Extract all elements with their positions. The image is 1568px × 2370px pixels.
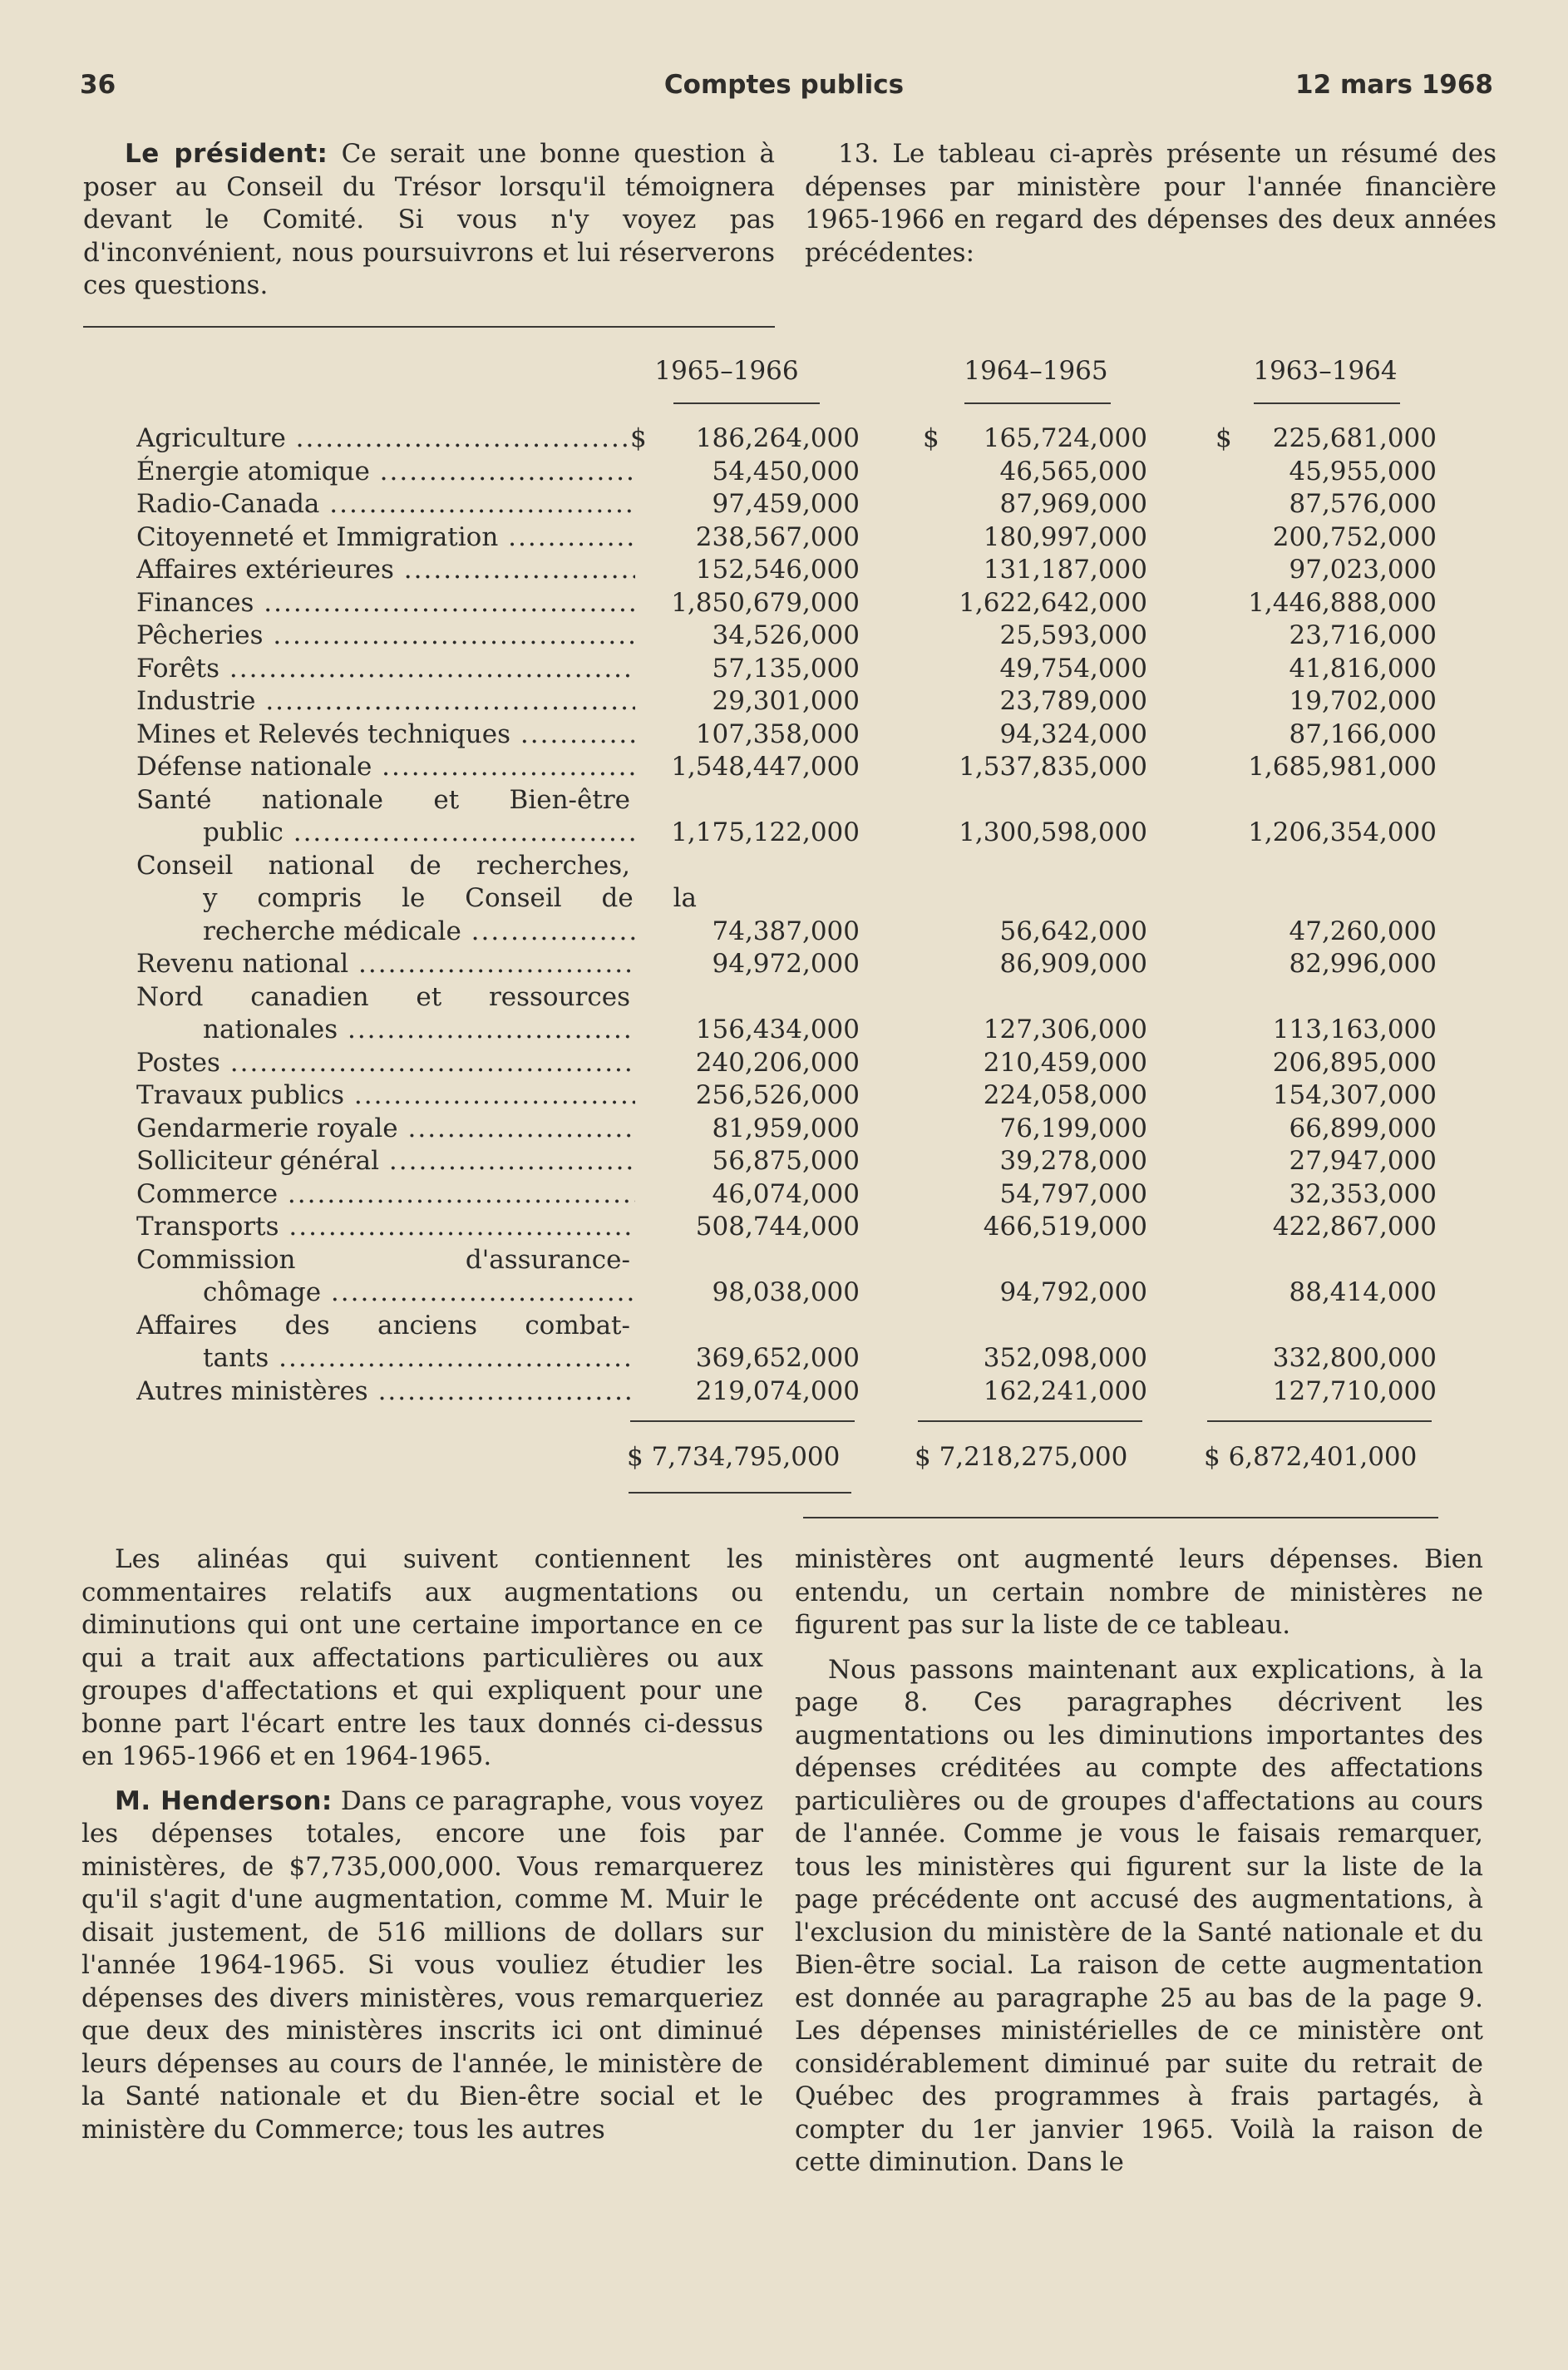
row-label: Industrie ..... — [136, 685, 635, 718]
cell-1965-1966: 81,959,000 — [712, 1113, 860, 1143]
cell-1963-1964: 225,681,000 — [1272, 423, 1437, 453]
cell-1964-1965: 180,997,000 — [983, 521, 1147, 552]
table-row — [0, 587, 1568, 620]
cell-1965-1966: 1,548,447,000 — [671, 752, 860, 782]
cell-1963-1964: 32,353,000 — [1289, 1178, 1437, 1209]
cell-1963-1964: 82,996,000 — [1289, 949, 1437, 979]
cell-1965-1966: 186,264,000 — [695, 423, 860, 453]
cell-1965-1966: 98,038,000 — [712, 1277, 860, 1307]
cell-1963-1964: 97,023,000 — [1289, 555, 1437, 585]
col-header-1965-1966: 1965–1966 — [654, 356, 799, 386]
row-label: recherche médicale ..... — [203, 916, 635, 949]
total-1963-1964: $ 6,872,401,000 — [1204, 1442, 1418, 1472]
table-row — [0, 554, 1568, 587]
table-row — [0, 718, 1568, 752]
cell-1963-1964: 1,206,354,000 — [1248, 817, 1437, 847]
cell-1963-1964: 332,800,000 — [1272, 1343, 1437, 1373]
body-right-paragraph-1: ministères ont augmenté leurs dépenses. Bien entendu, un certain nombre de ministères ne figurent pas sur la liste de ce tableau. — [795, 1544, 1483, 1640]
dollar-sign: $ — [630, 423, 647, 453]
row-label: Pêcheries ..... — [136, 620, 635, 653]
cell-1964-1965: 46,565,000 — [999, 456, 1147, 486]
table-row — [0, 882, 1568, 916]
table-row — [0, 1310, 1568, 1343]
cell-1964-1965: 162,241,000 — [983, 1375, 1147, 1406]
cell-1965-1966: 57,135,000 — [712, 653, 860, 684]
cell-1965-1966: 1,175,122,000 — [671, 817, 860, 847]
table-row — [0, 521, 1568, 555]
cell-1964-1965: 25,593,000 — [999, 620, 1147, 650]
cell-1963-1964: 23,716,000 — [1289, 620, 1437, 650]
cell-1965-1966: 29,301,000 — [712, 686, 860, 716]
row-label: Finances ..... — [136, 587, 635, 620]
cell-1963-1964: 422,867,000 — [1272, 1212, 1437, 1242]
table-row — [0, 1047, 1568, 1080]
row-label: Gendarmerie royale ..... — [136, 1113, 635, 1146]
cell-1964-1965: 127,306,000 — [983, 1015, 1147, 1044]
cell-1965-1966: 74,387,000 — [712, 916, 860, 946]
total-rule — [1207, 1420, 1432, 1422]
cell-1965-1966: 94,972,000 — [712, 949, 860, 979]
table-row — [0, 784, 1568, 817]
row-label: Solliciteur général ..... — [136, 1145, 635, 1178]
cell-1965-1966: 369,652,000 — [695, 1343, 860, 1373]
total-1965-1966: $ 7,734,795,000 — [627, 1442, 841, 1472]
cell-1964-1965: 352,098,000 — [983, 1343, 1147, 1373]
intro-left-column — [83, 138, 775, 303]
table-row — [0, 817, 1568, 850]
table-row — [0, 1211, 1568, 1244]
cell-1963-1964: 41,816,000 — [1289, 653, 1437, 684]
cell-1964-1965: 76,199,000 — [999, 1113, 1147, 1143]
table-row — [0, 653, 1568, 686]
cell-1965-1966: 508,744,000 — [695, 1212, 860, 1242]
cell-1963-1964: 88,414,000 — [1289, 1277, 1437, 1307]
intro-divider — [83, 326, 775, 328]
total-1964-1965: $ 7,218,275,000 — [915, 1442, 1128, 1472]
row-label: tants ..... — [203, 1342, 635, 1375]
cell-1963-1964: 19,702,000 — [1289, 686, 1437, 716]
cell-1965-1966: 56,875,000 — [712, 1146, 860, 1176]
body-right-column — [795, 1543, 1483, 2180]
cell-1963-1964: 66,899,000 — [1289, 1113, 1437, 1143]
cell-1965-1966: 34,526,000 — [712, 620, 860, 650]
cell-1963-1964: 1,446,888,000 — [1248, 587, 1437, 618]
cell-1964-1965: 49,754,000 — [999, 653, 1147, 684]
row-label: Travaux publics ..... — [136, 1079, 635, 1113]
header-underline — [964, 402, 1111, 404]
cell-1963-1964: 127,710,000 — [1272, 1375, 1437, 1406]
page-number: 36 — [80, 70, 116, 100]
cell-1965-1966: 107,358,000 — [695, 718, 860, 749]
cell-1964-1965: 224,058,000 — [983, 1080, 1147, 1110]
page-title: Comptes publics — [663, 70, 905, 100]
table-row — [0, 1014, 1568, 1047]
cell-1965-1966: 54,450,000 — [712, 456, 860, 486]
row-label: Santé nationale et Bien-être — [136, 784, 630, 815]
table-row — [0, 850, 1568, 883]
row-label: Transports ..... — [136, 1211, 635, 1244]
cell-1965-1966: 97,459,000 — [712, 489, 860, 519]
row-label: Postes ..... — [136, 1047, 635, 1080]
row-label: Forêts ..... — [136, 653, 635, 686]
row-label: public ..... — [203, 817, 635, 850]
cell-1964-1965: 94,324,000 — [999, 718, 1147, 749]
speaker-president: Le président: — [125, 139, 328, 169]
intro-right-text: 13. Le tableau ci-après présente un résumé des dépenses par ministère pour l'année financière 1965-1966 en regard des dépenses des deux années précédentes: — [805, 139, 1497, 268]
section-divider — [803, 1517, 1438, 1518]
cell-1963-1964: 200,752,000 — [1272, 521, 1437, 552]
table-row — [0, 685, 1568, 718]
row-label: Autres ministères ..... — [136, 1375, 635, 1409]
cell-1963-1964: 113,163,000 — [1272, 1015, 1437, 1044]
cell-1964-1965: 86,909,000 — [999, 949, 1147, 979]
cell-1964-1965: 165,724,000 — [983, 423, 1147, 453]
body-left-column — [81, 1543, 763, 2146]
row-label: Conseil national de recherches, — [136, 850, 630, 881]
row-label: Commission d'assurance- — [136, 1244, 630, 1275]
table-row — [0, 981, 1568, 1015]
cell-1963-1964: 87,576,000 — [1289, 489, 1437, 519]
cell-1964-1965: 23,789,000 — [999, 686, 1147, 716]
cell-1965-1966: 219,074,000 — [695, 1375, 860, 1406]
row-label: y compris le Conseil de la — [203, 883, 697, 913]
header-underline — [673, 402, 820, 404]
row-label: Agriculture ..... — [136, 422, 635, 456]
cell-1965-1966: 240,206,000 — [695, 1047, 860, 1078]
cell-1963-1964: 27,947,000 — [1289, 1146, 1437, 1176]
cell-1964-1965: 39,278,000 — [999, 1146, 1147, 1176]
table-row — [0, 948, 1568, 981]
cell-1964-1965: 56,642,000 — [999, 916, 1147, 946]
cell-1964-1965: 1,300,598,000 — [959, 817, 1147, 847]
cell-1964-1965: 1,537,835,000 — [959, 752, 1147, 782]
row-label: Affaires extérieures ..... — [136, 554, 635, 587]
row-label: Défense nationale ..... — [136, 751, 635, 784]
cell-1964-1965: 1,622,642,000 — [959, 587, 1147, 618]
cell-1964-1965: 466,519,000 — [983, 1212, 1147, 1242]
table-row — [0, 1342, 1568, 1375]
table-row — [0, 1113, 1568, 1146]
total-rule — [630, 1420, 855, 1422]
table-row — [0, 456, 1568, 489]
speaker-henderson: M. Henderson: — [115, 1785, 333, 1816]
intro-left-text: Ce serait une bonne question à poser au Conseil du Trésor lorsqu'il témoignera devant le Comité. Si vous n'y voyez pas d'inconvénient, nous poursuivrons et lui réserverons ces questions. — [83, 139, 776, 300]
cell-1965-1966: 152,546,000 — [695, 555, 860, 585]
row-label: Revenu national ..... — [136, 948, 635, 981]
dollar-sign: $ — [1215, 423, 1232, 453]
dollar-sign: $ — [923, 423, 939, 453]
cell-1963-1964: 1,685,981,000 — [1248, 752, 1437, 782]
page-date: 12 mars 1968 — [1295, 70, 1493, 100]
table-row — [0, 1145, 1568, 1178]
cell-1965-1966: 46,074,000 — [712, 1178, 860, 1209]
cell-1963-1964: 45,955,000 — [1289, 456, 1437, 486]
body-left-paragraph-1: Les alinéas qui suivent contiennent les commentaires relatifs aux augmentations ou diminutions qui ont une certaine importance en ce qui a trait aux affectations particulières ou aux groupes d'affectations et qui expliquent pour une bonne part l'écart entre les taux donnés ci-dessus en 1965-1966 et en 1964-1965. — [81, 1544, 763, 1771]
intro-right-column — [805, 138, 1497, 269]
table-row — [0, 1276, 1568, 1310]
body-left-paragraph-2: Dans ce paragraphe, vous voyez les dépenses totales, encore une fois par ministères, de $7,735,000,000. Vous remarquerez qu'il s'agit d'une augmentation, comme M. Muir le disait justement, de 516 millions de dollars sur l'année 1964-1965. Si vous vouliez étudier les dépenses des divers ministères, vous remarqueriez que deux des ministères inscrits ici ont diminué leurs dépenses au cours de l'année, le ministère de la Santé nationale et du Bien-être social et le ministère du Commerce; tous les autres — [81, 1785, 763, 2145]
cell-1963-1964: 47,260,000 — [1289, 916, 1437, 946]
row-label: Affaires des anciens combat- — [136, 1310, 630, 1341]
cell-1964-1965: 87,969,000 — [999, 489, 1147, 519]
table-row — [0, 751, 1568, 784]
table-row — [0, 1375, 1568, 1409]
row-label: Énergie atomique ..... — [136, 456, 635, 489]
cell-1964-1965: 54,797,000 — [999, 1178, 1147, 1209]
table-row — [0, 620, 1568, 653]
total-rule — [918, 1420, 1142, 1422]
cell-1964-1965: 94,792,000 — [999, 1277, 1147, 1307]
body-right-paragraph-2: Nous passons maintenant aux explications, à la page 8. Ces paragraphes décrivent les augmentations ou les diminutions importantes des dépenses créditées au compte des affectations particulières ou de groupes d'affectations au cours de l'année. Comme je vous le faisais remarquer, tous les ministères qui figurent sur la liste de la page précédente ont accusé des augmentations, à l'exclusion du ministère de la Santé nationale et du Bien-être social. La raison de cette augmentation est donnée au paragraphe 25 au bas de la page 9. Les dépenses ministérielles de ce ministère ont considérablement diminué par suite du retrait de Québec des programmes à frais partagés, à compter du 1er janvier 1965. Voilà la raison de cette diminution. Dans le — [795, 1654, 1483, 2177]
col-header-1963-1964: 1963–1964 — [1253, 356, 1398, 386]
row-label: Radio-Canada ..... — [136, 488, 635, 521]
cell-1964-1965: 210,459,000 — [983, 1047, 1147, 1078]
row-label: Commerce ..... — [136, 1178, 635, 1212]
cell-1963-1964: 206,895,000 — [1272, 1047, 1437, 1078]
cell-1965-1966: 238,567,000 — [695, 521, 860, 552]
table-row — [0, 1178, 1568, 1212]
row-label: chômage ..... — [203, 1276, 635, 1310]
row-label: Nord canadien et ressources — [136, 981, 630, 1012]
cell-1965-1966: 1,850,679,000 — [671, 587, 860, 618]
col-header-1964-1965: 1964–1965 — [964, 356, 1108, 386]
table-row — [0, 916, 1568, 949]
cell-1963-1964: 154,307,000 — [1272, 1080, 1437, 1110]
total-double-rule — [629, 1492, 851, 1494]
table-row — [0, 422, 1568, 456]
row-label: Citoyenneté et Immigration ..... — [136, 521, 635, 555]
table-row — [0, 1244, 1568, 1277]
table-row — [0, 488, 1568, 521]
header-underline — [1254, 402, 1400, 404]
cell-1965-1966: 256,526,000 — [695, 1080, 860, 1110]
cell-1963-1964: 87,166,000 — [1289, 718, 1437, 749]
row-label: Mines et Relevés techniques ..... — [136, 718, 635, 752]
table-row — [0, 1079, 1568, 1113]
cell-1964-1965: 131,187,000 — [983, 555, 1147, 585]
row-label: nationales ..... — [203, 1014, 635, 1047]
cell-1965-1966: 156,434,000 — [695, 1015, 860, 1044]
